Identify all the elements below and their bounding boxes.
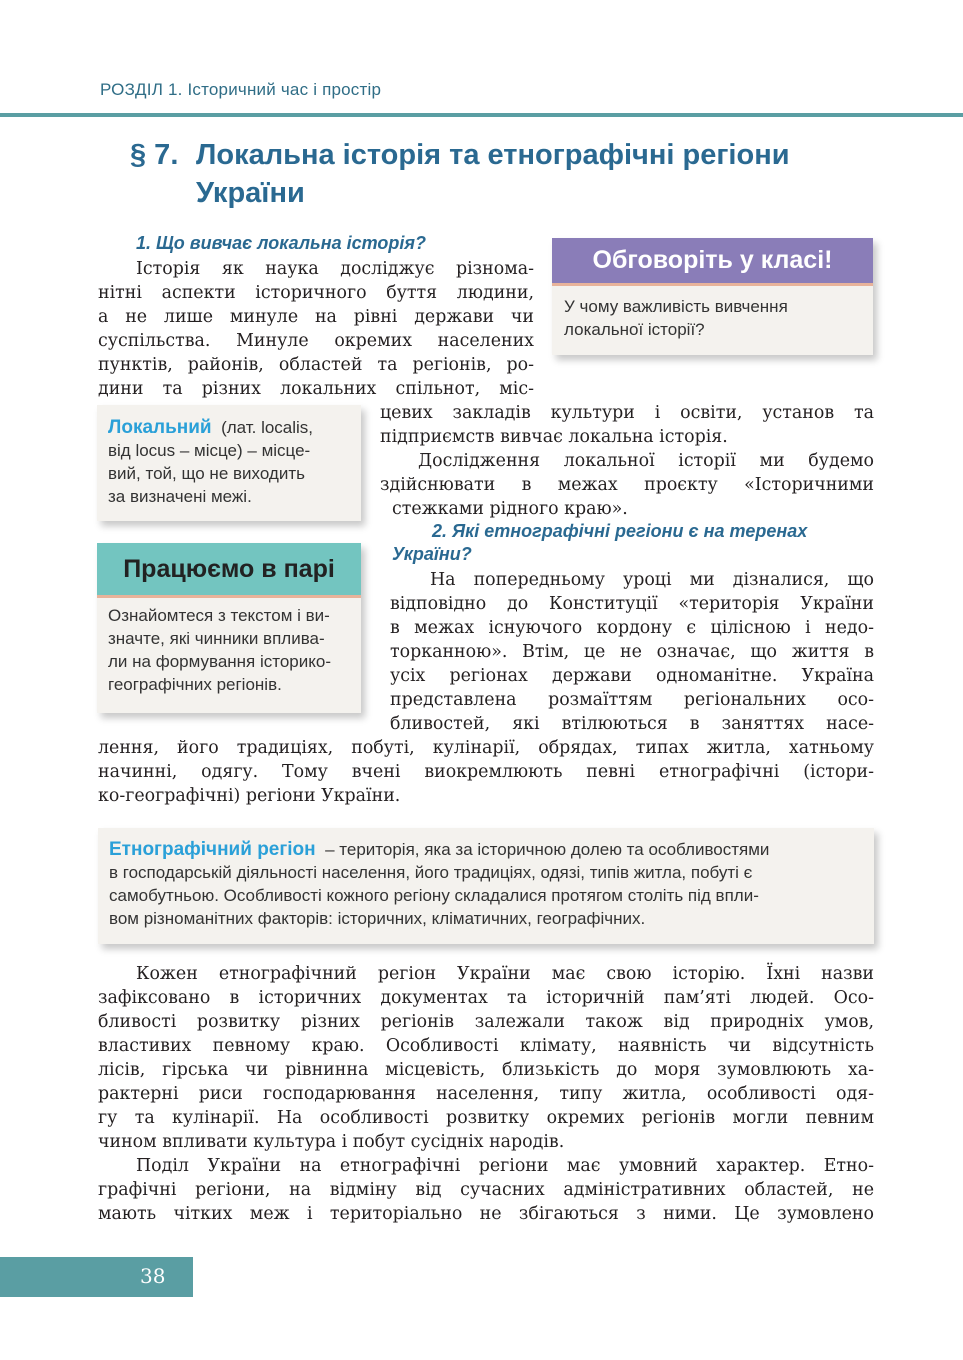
page-title: [130, 136, 890, 212]
text-line: торканною». Втім, це не означає, що життя в: [390, 642, 874, 662]
pair-work-box: [97, 543, 361, 713]
header-rule: [0, 113, 963, 117]
discuss-box-body: [552, 286, 873, 341]
text-line: мають чітких меж і територіально не збігаються з ними. Це зумовлено: [98, 1204, 874, 1224]
text-line: цевих закладів культури і освіти, установ та: [380, 403, 874, 423]
discuss-box-title: Обговоріть у класі!: [552, 238, 873, 286]
text-line: чином впливати культура і побут сусідніх народів.: [98, 1132, 565, 1152]
page-number: 38: [140, 1264, 166, 1288]
text-line: усіх регіонах держави одноманітне. Україна: [390, 666, 874, 686]
text-line: графічні регіони, на відміну від сучасних адміністративних областей, не: [98, 1180, 874, 1200]
section-1-paragraph: [98, 257, 534, 401]
text-line: бливості розвитку різних регіонів залежали також від природніх умов,: [98, 1012, 874, 1032]
text-line: властивих певному краю. Особливості клімату, наявність чи відсутність: [98, 1036, 874, 1056]
body-paragraphs: [98, 962, 874, 1226]
text-line: в межах існуючого кордону є цілісною і недо-: [390, 618, 874, 638]
paragraph-number: § 7.: [130, 139, 179, 171]
definition-local-box: [97, 405, 361, 521]
text-line: Історія як наука досліджує різнома-: [136, 259, 534, 279]
text-line: Кожен етнографічний регіон України має свою історію. Їхні назви: [136, 964, 874, 984]
pair-line: географічних регіонів.: [108, 675, 282, 694]
definition-local-body: [97, 405, 361, 508]
text-line: зафіксовано в історичних документах та історичній пам’яті людей. Осо-: [98, 988, 874, 1008]
definition-line: за визначені межі.: [108, 487, 252, 506]
definition-line: – територія, яка за історичною долею та особливостями: [325, 840, 770, 859]
text-line: ко-географічні) регіони України.: [98, 786, 401, 806]
text-line: рактерні риси господарювання населення, типу житла, особливості одя-: [98, 1084, 874, 1104]
text-line: Дослідження локальної історії ми будемо: [418, 451, 874, 471]
text-line: суспільства. Минуле окремих населених: [98, 331, 534, 351]
definition-ethno-region-box: [98, 828, 874, 944]
text-line: нітні аспекти історичного буття людини,: [98, 283, 534, 303]
section-2-paragraph: [390, 568, 874, 736]
discuss-line: локальної історії?: [564, 320, 705, 339]
text-line: гу та кулінарії. На особливості розвитку окремих регіонів могли певним: [98, 1108, 874, 1128]
discuss-box: [552, 238, 873, 355]
section-2-paragraph-wide: [98, 736, 874, 808]
text-line: начинні, одягу. Тому вчені виокремлюють певні етнографічні (істори-: [98, 762, 874, 782]
text-line: пунктів, районів, областей та регіонів, ро-: [98, 355, 534, 375]
section-2-heading-line: України?: [392, 544, 472, 564]
section-2-heading: [392, 520, 807, 566]
definition-line: вий, той, що не виходить: [108, 464, 305, 483]
definition-line: (лат. localis,: [221, 418, 314, 437]
title-line-1: Локальна історія та етнографічні регіони: [196, 139, 790, 171]
text-line: представлена розмаїттям регіональних осо-: [390, 690, 874, 710]
pair-work-title: Працюємо в парі: [97, 543, 361, 598]
definition-line: в господарській діяльності населення, його традиціях, одязі, типів житла, побуті є: [109, 863, 753, 882]
definition-ethno-body: [98, 828, 874, 930]
title-line-2: України: [196, 177, 305, 209]
text-line: лісів, гірська чи рівнинна місцевість, близькість до моря зумовлюють ха-: [98, 1060, 874, 1080]
text-line: підприємств вивчає локальна історія.: [380, 427, 728, 447]
discuss-line: У чому важливість вивчення: [564, 297, 788, 316]
text-line: На попередньому уроці ми дізналися, що: [430, 570, 874, 590]
definition-line: вом різноманітних факторів: історичних, кліматичних, географічних.: [109, 909, 646, 928]
section-1-continuation: [380, 401, 874, 521]
text-line: бливостей, які втілюються в заняттях насе-: [390, 714, 874, 734]
text-line: а не лише минуле на рівні держави чи: [98, 307, 534, 327]
text-line: відповідно до Конституції «територія України: [390, 594, 874, 614]
section-1-heading: 1. Що вивчає локальна історія?: [136, 233, 426, 253]
pair-line: Ознайомтеся з текстом і ви-: [108, 606, 330, 625]
text-line: лення, його традиціях, побуті, кулінарії, обрядах, типах житла, хатньому: [98, 738, 874, 758]
definition-term: Локальний: [108, 417, 212, 438]
definition-term: Етнографічний регіон: [109, 839, 316, 860]
definition-line: самобутньою. Особливості кожного регіону складалися протягом століть під впли-: [109, 886, 759, 905]
section-2-heading-line: 2. Які етнографічні регіони є на теренах: [432, 521, 808, 541]
section-header: РОЗДІЛ 1. Історичний час і простір: [100, 80, 382, 99]
text-line: здійснювати в межах проєкту «Історичними: [380, 475, 874, 495]
pair-work-body: [97, 598, 361, 696]
definition-line: від locus – місце) – місце-: [108, 441, 311, 460]
pair-line: значте, які чинники вплива-: [108, 629, 325, 648]
text-line: дини та різних локальних спільнот, міс-: [98, 379, 534, 399]
text-line: Поділ України на етнографічні регіони має умовний характер. Етно-: [136, 1156, 874, 1176]
pair-line: ли на формування історико-: [108, 652, 332, 671]
text-line: стежками рідного краю».: [392, 499, 628, 519]
